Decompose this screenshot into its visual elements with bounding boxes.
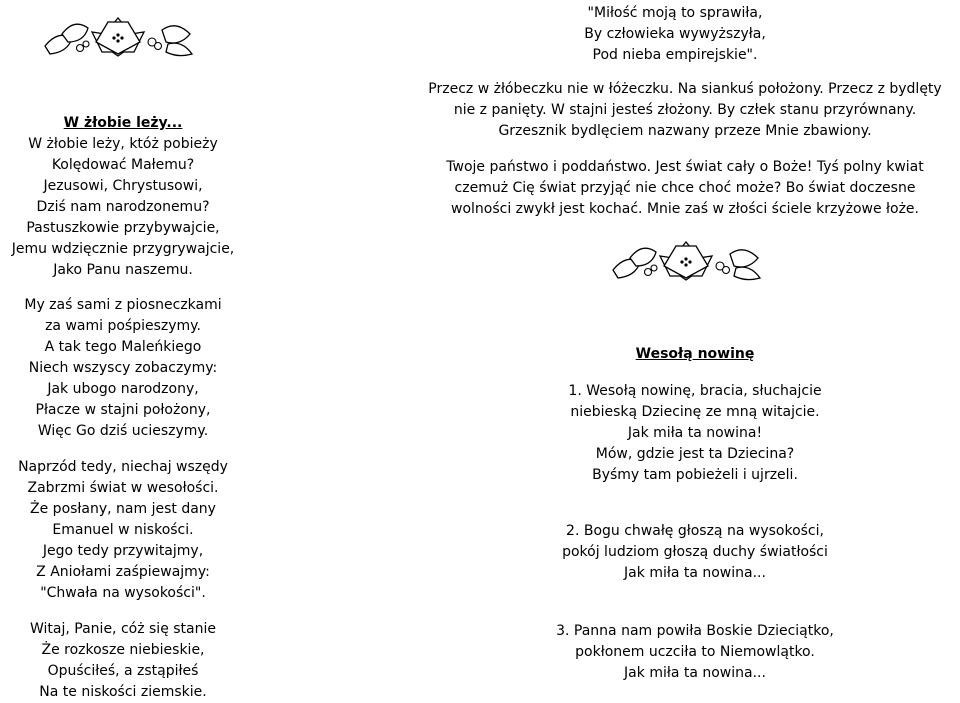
verse-line: A tak tego Maleńkiego: [44, 339, 202, 355]
verse-line: 3. Panna nam powiła Boskie Dzieciątko,: [556, 623, 834, 639]
verse-line: Zabrzmi świat w wesołości.: [27, 480, 219, 496]
verse-line: Płacze w stajni położony,: [35, 402, 211, 418]
verse-line: pokój ludziom głoszą duchy światłości: [562, 544, 828, 560]
verse-line: za wami pośpieszymy.: [45, 318, 201, 334]
verse-line: czemuż Cię świat przyjąć nie chce choć może? Bo świat doczesne: [454, 180, 916, 196]
poinsettia-garland-icon: [608, 236, 764, 284]
verse-line: Twoje państwo i poddaństwo. Jest świat cały o Boże! Tyś polny kwiat: [446, 159, 924, 175]
verse-line: W żłobie leży, któż pobieży: [28, 136, 218, 152]
verse-line: Jak ubogo narodzony,: [47, 381, 199, 397]
verse-line: nie z panięty. W stajni jesteś złożony. By człek stanu przyrównany.: [453, 102, 917, 118]
verse-line: Jak miła ta nowina...: [624, 665, 766, 681]
verse-line: Naprzód tedy, niechaj wszędy: [18, 459, 228, 475]
verse-line: Z Aniołami zaśpiewajmy:: [36, 564, 210, 580]
verse-line: Pod nieba empirejskie".: [592, 47, 758, 63]
verse-line: "Chwała na wysokości".: [40, 585, 206, 601]
verse-line: Jemu wdzięcznie przygrywajcie,: [11, 241, 235, 257]
verse-line: 2. Bogu chwałę głoszą na wysokości,: [566, 523, 824, 539]
verse-line: Jego tedy przywitajmy,: [42, 543, 204, 559]
verse-line: Jako Panu naszemu.: [53, 262, 193, 278]
verse-line: Więc Go dziś ucieszymy.: [37, 423, 209, 439]
verse-line: Kolędować Małemu?: [51, 157, 195, 173]
song2-title: Wesołą nowinę: [635, 346, 755, 362]
verse-line: Byśmy tam pobieżeli i ujrzeli.: [592, 467, 798, 483]
verse-line: Mów, gdzie jest ta Dziecina?: [595, 446, 795, 462]
verse-line: Jak miła ta nowina!: [627, 425, 763, 441]
verse-line: Jezusowi, Chrystusowi,: [43, 178, 203, 194]
verse-line: Przecz w żłóbeczku nie w łóżeczku. Na siankuś położony. Przecz z bydlęty: [428, 81, 942, 97]
verse-line: Dziś nam narodzonemu?: [36, 199, 210, 215]
song1-title: W żłobie leży...: [63, 115, 183, 131]
verse-line: pokłonem uczciła to Niemowlątko.: [575, 644, 815, 660]
verse-line: Witaj, Panie, cóż się stanie: [30, 621, 216, 637]
verse-line: Emanuel w niskości.: [52, 522, 194, 538]
verse-line: niebieską Dziecinę ze mną witajcie.: [570, 404, 820, 420]
verse-line: Jak miła ta nowina...: [624, 565, 766, 581]
verse-line: Pastuszkowie przybywajcie,: [26, 220, 220, 236]
verse-line: By człowieka wywyższyła,: [584, 26, 766, 42]
verse-line: Że posłany, nam jest dany: [30, 501, 216, 517]
verse-line: "Miłość moją to sprawiła,: [587, 5, 763, 21]
verse-line: Opuściłeś, a zstąpiłeś: [47, 663, 199, 679]
verse-line: wolności zwykł jest kochać. Mnie zaś w złości ściele krzyżowe łoże.: [451, 201, 919, 217]
verse-line: 1. Wesołą nowinę, bracia, słuchajcie: [568, 383, 822, 399]
verse-line: My zaś sami z piosneczkami: [24, 297, 222, 313]
verse-line: Że rozkosze niebieskie,: [41, 642, 205, 658]
verse-line: Niech wszyscy zobaczymy:: [28, 360, 218, 376]
poinsettia-garland-icon: [40, 12, 196, 60]
verse-line: Na te niskości ziemskie.: [39, 684, 207, 700]
verse-line: Grzesznik bydlęciem nazwany przeze Mnie zbawiony.: [498, 123, 872, 139]
